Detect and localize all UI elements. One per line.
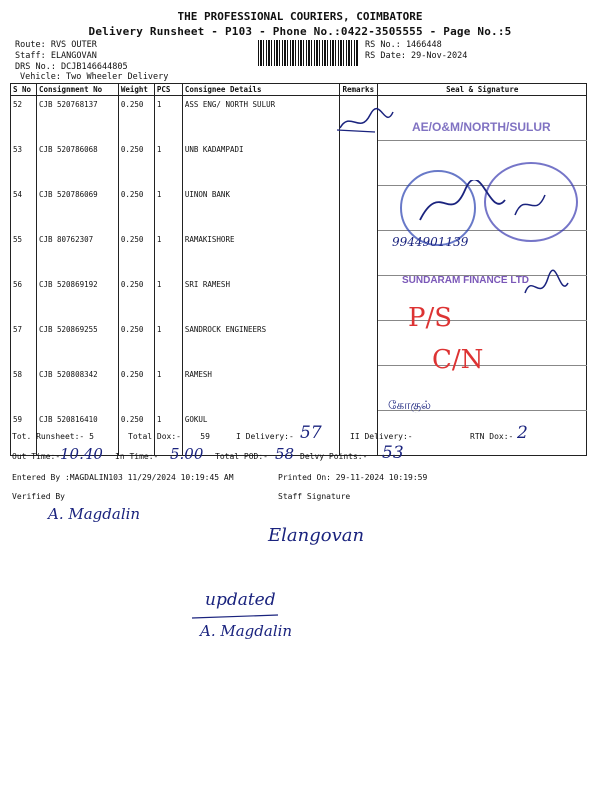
rs-number: RS No.: 1466448 (365, 40, 442, 50)
i-delivery-value: 57 (300, 423, 322, 443)
cell-consignee: ASS ENG/ NORTH SULUR (182, 96, 340, 141)
cell-weight: 0.250 (118, 96, 154, 141)
cell-consignee: UNB KADAMPADI (182, 141, 340, 186)
cell-pcs: 1 (154, 411, 182, 456)
updated-signature: A. Magdalin (200, 622, 293, 640)
cell-consignment: CJB 80762307 (36, 231, 118, 276)
total-pod-value: 58 (275, 445, 295, 463)
table-row (11, 321, 587, 366)
cell-consignment: CJB 520786068 (36, 141, 118, 186)
cell-weight: 0.250 (118, 276, 154, 321)
out-time-label: Out Time:- (12, 452, 61, 461)
out-time-value: 10.40 (60, 445, 103, 463)
cell-pcs: 1 (154, 276, 182, 321)
cell-consignment: CJB 520869255 (36, 321, 118, 366)
rtn-dox-label: RTN Dox:- (470, 432, 514, 441)
verified-signature: A. Magdalin (48, 505, 141, 523)
printed-on: Printed On: 29-11-2024 10:19:59 (278, 473, 428, 482)
vehicle: Vehicle: Two Wheeler Delivery (20, 72, 169, 82)
cell-remarks (340, 366, 378, 411)
cell-weight: 0.250 (118, 186, 154, 231)
cell-consignment: CJB 520869192 (36, 276, 118, 321)
handwritten-phone: 9944901139 (392, 235, 469, 249)
col-pcs: PCS (154, 84, 182, 96)
cell-pcs: 1 (154, 321, 182, 366)
ii-delivery-label: II Delivery:- (350, 432, 413, 441)
signature-scribble-row54 (410, 180, 560, 230)
col-weight: Weight (118, 84, 154, 96)
table-row (11, 366, 587, 411)
cell-weight: 0.250 (118, 321, 154, 366)
rtn-dox-value: 2 (517, 423, 528, 443)
company-name: THE PROFESSIONAL COURIERS, COIMBATORE (177, 10, 423, 23)
runsheet-title: Delivery Runsheet - P103 - Phone No.:0422-3505555 - Page No.:5 (88, 25, 512, 38)
cell-sno: 55 (11, 231, 37, 276)
cell-consignee: SRI RAMESH (182, 276, 340, 321)
staff-signature: Elangovan (268, 525, 365, 546)
rs-date: RS Date: 29-Nov-2024 (365, 51, 468, 61)
cell-weight: 0.250 (118, 411, 154, 456)
tot-runsheet: Tot. Runsheet:- 5 (12, 432, 94, 441)
table-header-row (11, 84, 587, 96)
cell-remarks (340, 141, 378, 186)
cell-pcs: 1 (154, 231, 182, 276)
total-pod-label: Total POD:- (215, 452, 268, 461)
cell-sno: 53 (11, 141, 37, 186)
route: Route: RVS OUTER (15, 40, 97, 50)
stamp-north-sulur: AE/O&M/NORTH/SULUR (412, 120, 551, 134)
cell-consignment: CJB 520768137 (36, 96, 118, 141)
cell-consignment: CJB 520816410 (36, 411, 118, 456)
col-sno: S No (11, 84, 37, 96)
cell-consignee: SANDROCK ENGINEERS (182, 321, 340, 366)
cell-weight: 0.250 (118, 231, 154, 276)
tamil-signature: கோகுல் (388, 398, 432, 412)
cell-sno: 56 (11, 276, 37, 321)
ps-mark: P/S (408, 303, 453, 333)
in-time-label: In Time:- (115, 452, 159, 461)
drs-number: DRS No.: DCJB146644805 (15, 62, 128, 72)
i-delivery-label: I Delivery:- (236, 432, 294, 441)
signature-scribble-row52 (335, 100, 395, 140)
cell-consignee: RAMESH (182, 366, 340, 411)
entered-by: Entered By :MAGDALIN103 11/29/2024 10:19:45 AM (12, 473, 234, 482)
cell-sno: 54 (11, 186, 37, 231)
verified-by-label: Verified By (12, 492, 65, 501)
staff: Staff: ELANGOVAN (15, 51, 97, 61)
cell-consignee: GOKUL (182, 411, 340, 456)
cell-pcs: 1 (154, 96, 182, 141)
stamp-sundaram-finance: SUNDARAM FINANCE LTD (402, 275, 530, 286)
cell-remarks (340, 186, 378, 231)
cell-sno: 57 (11, 321, 37, 366)
runsheet-table (10, 83, 587, 456)
delvy-points-label: Delvy Points:- (300, 452, 368, 461)
cell-sno: 52 (11, 96, 37, 141)
updated-underline (190, 612, 280, 622)
cell-consignee: UINON BANK (182, 186, 340, 231)
cell-pcs: 1 (154, 141, 182, 186)
cell-consignment: CJB 520808342 (36, 366, 118, 411)
cn-mark: C/N (432, 345, 484, 375)
total-dox: Total Dox:- 59 (128, 432, 210, 441)
cell-pcs: 1 (154, 366, 182, 411)
cell-pcs: 1 (154, 186, 182, 231)
cell-remarks (340, 276, 378, 321)
col-consignee: Consignee Details (182, 84, 340, 96)
cell-sno: 59 (11, 411, 37, 456)
col-consignment: Consignment No (36, 84, 118, 96)
col-remarks: Remarks (340, 84, 378, 96)
delvy-points-value: 53 (382, 443, 404, 463)
staff-signature-label: Staff Signature (278, 492, 351, 501)
cell-sno: 58 (11, 366, 37, 411)
cell-remarks (340, 321, 378, 366)
signature-scribble-row56 (520, 268, 570, 308)
table-row (11, 231, 587, 276)
barcode (258, 40, 358, 66)
cell-remarks (340, 231, 378, 276)
col-seal-signature: Seal & Signature (378, 84, 587, 96)
cell-consignment: CJB 520786069 (36, 186, 118, 231)
in-time-value: 5.00 (170, 445, 204, 463)
updated-note: updated (205, 590, 276, 610)
cell-consignee: RAMAKISHORE (182, 231, 340, 276)
cell-weight: 0.250 (118, 366, 154, 411)
cell-weight: 0.250 (118, 141, 154, 186)
